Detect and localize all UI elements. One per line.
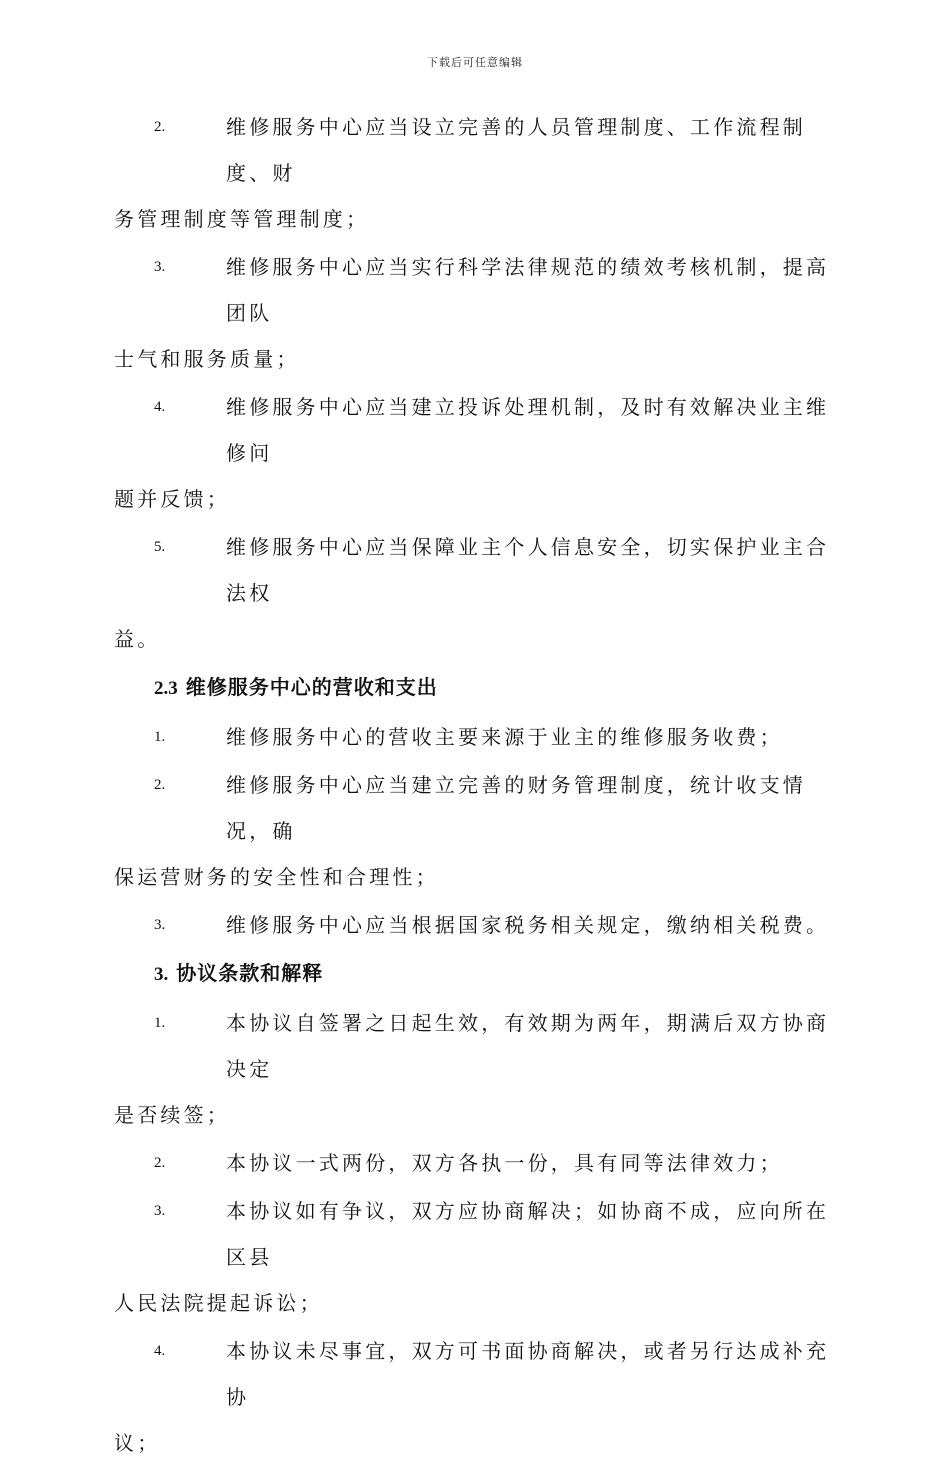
list-item (114, 1328, 834, 1466)
item-text: 本协议一式两份，双方各执一份，具有同等法律效力； (226, 1151, 783, 1175)
list-item (114, 384, 834, 522)
item-text: 维修服务中心应当建立投诉处理机制，及时有效解决业主维修问 (226, 395, 830, 465)
section-title: 维修服务中心的营收和支出 (185, 675, 438, 699)
item-text: 本协议自签署之日起生效，有效期为两年，期满后双方协商决定 (226, 1011, 830, 1081)
section-number: 3. (154, 964, 169, 985)
item-text-continued: 议； (114, 1431, 161, 1455)
item-text-continued: 务管理制度等管理制度； (114, 207, 370, 231)
item-number: 3. (154, 1203, 166, 1219)
item-number: 1. (154, 729, 166, 745)
item-text: 维修服务中心应当设立完善的人员管理制度、工作流程制度、财 (226, 115, 806, 185)
item-text-continued: 益。 (114, 627, 161, 651)
list-item (114, 244, 834, 382)
document-body (114, 104, 834, 1468)
item-text: 维修服务中心应当建立完善的财务管理制度，统计收支情况，确 (226, 773, 806, 843)
item-number: 1. (154, 1015, 166, 1031)
item-text-continued: 人民法院提起诉讼； (114, 1291, 323, 1315)
page-header: 下载后可任意编辑 (427, 56, 523, 69)
section-number: 2.3 (154, 678, 178, 699)
item-number: 2. (154, 777, 166, 793)
item-number: 5. (154, 539, 166, 555)
item-number: 2. (154, 119, 166, 135)
item-text: 维修服务中心应当根据国家税务相关规定，缴纳相关税费。 (226, 913, 830, 937)
list-item (114, 1140, 834, 1186)
item-text: 维修服务中心应当保障业主个人信息安全，切实保护业主合法权 (226, 535, 830, 605)
item-text-continued: 士气和服务质量； (114, 347, 300, 371)
section-heading (114, 664, 834, 712)
item-text: 本协议未尽事宜，双方可书面协商解决，或者另行达成补充协 (226, 1339, 830, 1409)
item-text: 维修服务中心的营收主要来源于业主的维修服务收费； (226, 725, 783, 749)
item-number: 4. (154, 399, 166, 415)
list-item (114, 714, 834, 760)
item-text-continued: 是否续签； (114, 1103, 230, 1127)
item-text: 维修服务中心应当实行科学法律规范的绩效考核机制，提高团队 (226, 255, 830, 325)
section-title: 协议条款和解释 (176, 961, 324, 985)
list-item (114, 762, 834, 900)
item-number: 2. (154, 1155, 166, 1171)
item-text-continued: 题并反馈； (114, 487, 230, 511)
list-item (114, 104, 834, 242)
item-number: 4. (154, 1343, 166, 1359)
item-text: 本协议如有争议，双方应协商解决；如协商不成，应向所在区县 (226, 1199, 830, 1269)
section-heading (114, 950, 834, 998)
item-text-continued: 保运营财务的安全性和合理性； (114, 865, 439, 889)
item-number: 3. (154, 917, 166, 933)
list-item (114, 524, 834, 662)
item-number: 3. (154, 259, 166, 275)
list-item (114, 902, 834, 948)
list-item (114, 1188, 834, 1326)
list-item (114, 1000, 834, 1138)
